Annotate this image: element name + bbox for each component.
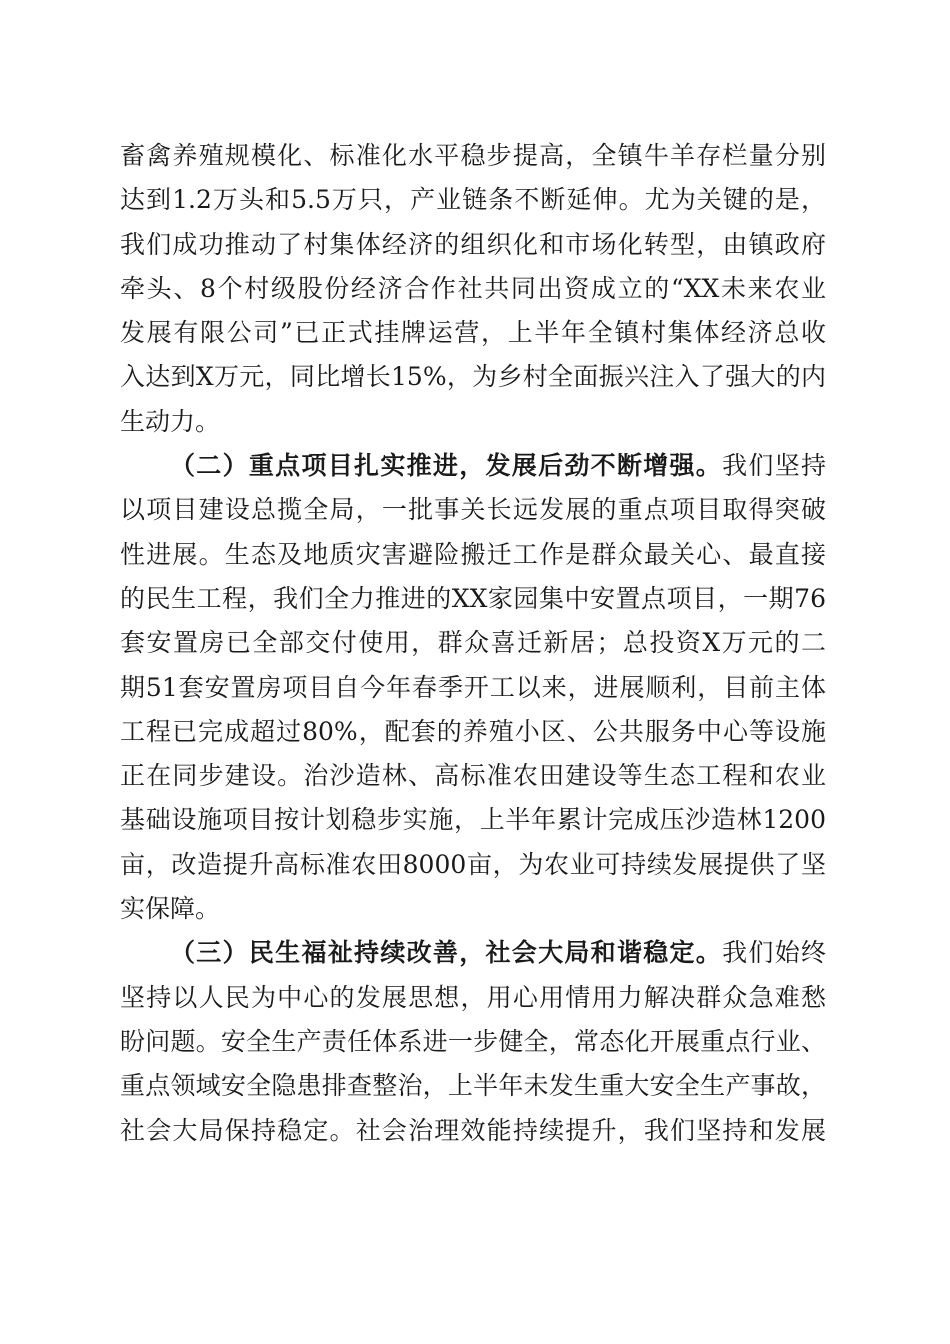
text-line: 实保障。 [120, 894, 221, 924]
section-heading: （三）民生福祉持续改善，社会大局和谐稳定。 [170, 938, 723, 968]
text-line: 套安置房已全部交付使用，群众喜迁新居；总投资X万元的二 [120, 628, 826, 658]
text-line: 达到1.2万头和5.5万只，产业链条不断延伸。尤为关键的是， [120, 185, 826, 215]
text-line: 亩，改造提升高标准农田8000亩，为农业可持续发展提供了坚 [120, 849, 826, 879]
text-line: 入达到X万元，同比增长15%，为乡村全面振兴注入了强大的内 [120, 362, 826, 392]
text-line: 发展有限公司”已正式挂牌运营，上半年全镇村集体经济总收 [120, 318, 826, 348]
text-line: 性进展。生态及地质灾害避险搬迁工作是群众最关心、最直接 [120, 539, 826, 569]
text-line: 期51套安置房项目自今年春季开工以来，进展顺利，目前主体 [120, 672, 826, 702]
paragraph-first-line [120, 931, 826, 975]
text-line: 畜禽养殖规模化、标准化水平稳步提高，全镇牛羊存栏量分别 [120, 141, 826, 170]
text-run: 我们坚持 [722, 451, 826, 481]
paragraph-key-projects [120, 444, 826, 931]
paragraph-livelihood [120, 931, 826, 1152]
text-line: 以项目建设总揽全局，一批事关长远发展的重点项目取得突破 [120, 495, 826, 525]
text-run: 我们始终 [722, 938, 826, 968]
text-line: 牵头、8个村级股份经济合作社共同出资成立的“XX未来农业 [120, 273, 826, 303]
document-body [120, 134, 826, 1153]
text-line: 重点领域安全隐患排查整治，上半年未发生重大安全生产事故， [120, 1071, 826, 1101]
text-line: 我们成功推动了村集体经济的组织化和市场化转型，由镇政府 [120, 229, 826, 259]
text-line: 工程已完成超过80%，配套的养殖小区、公共服务中心等设施 [120, 716, 826, 746]
text-line: 坚持以人民为中心的发展思想，用心用情用力解决群众急难愁 [120, 982, 826, 1012]
section-heading: （二）重点项目扎实推进，发展后劲不断增强。 [170, 451, 723, 481]
text-line: 盼问题。安全生产责任体系进一步健全，常态化开展重点行业、 [120, 1026, 826, 1056]
text-line: 基础设施项目按计划稳步实施，上半年累计完成压沙造林1200 [120, 805, 826, 835]
text-line: 社会大局保持稳定。社会治理效能持续提升，我们坚持和发展 [120, 1115, 826, 1145]
text-line: 的民生工程，我们全力推进的XX家园集中安置点项目，一期76 [120, 583, 826, 613]
text-line: 生动力。 [120, 406, 221, 436]
text-line: 正在同步建设。治沙造林、高标准农田建设等生态工程和农业 [120, 761, 826, 791]
paragraph-agriculture [120, 134, 826, 444]
paragraph-first-line [120, 444, 826, 488]
